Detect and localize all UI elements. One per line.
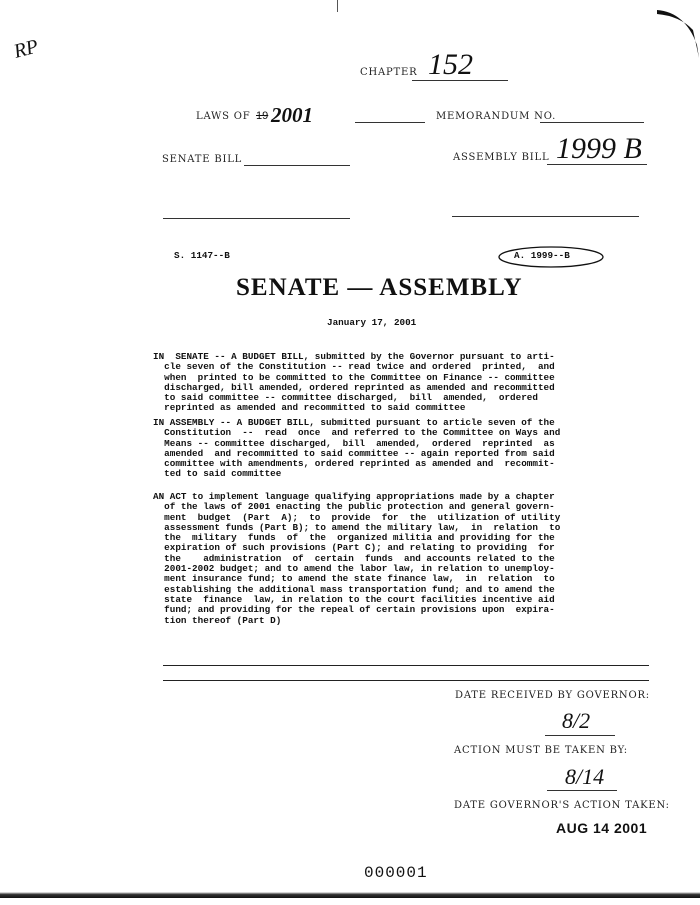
text-line: the military funds of the organized militia and providing for the <box>153 532 555 544</box>
text-line: IN ASSEMBLY -- A BUDGET BILL, submitted pursuant to article seven of the <box>153 417 555 428</box>
action-taken-label: DATE GOVERNOR'S ACTION TAKEN: <box>454 800 670 811</box>
text-line: ment budget (Part A); to provide for the utilization of utility <box>153 511 561 523</box>
text-line: cle seven of the Constitution -- read twice and ordered printed, and <box>153 361 555 373</box>
senate-bill-label: SENATE BILL <box>162 154 243 165</box>
text-line: 2001-2002 budget; and to amend the labor law, in relation to unemploy- <box>153 563 555 575</box>
text-line: assessment funds (Part B); to amend the military law, in relation to <box>153 521 561 533</box>
text-line: Means -- committee discharged, bill amended, ordered reprinted as <box>153 437 555 449</box>
text-line: of the laws of 2001 enacting the public protection and general govern- <box>153 501 555 513</box>
corner-initials: RP <box>11 35 41 63</box>
text-line: discharged, bill amended, ordered reprinted as amended and recommitted <box>153 381 555 393</box>
text-line: IN SENATE -- A BUDGET BILL, submitted by the Governor pursuant to arti- <box>153 351 555 362</box>
text-line: ted to said committee <box>153 468 282 480</box>
laws-of-label: LAWS OF <box>196 111 251 122</box>
text-line: AN ACT to implement language qualifying appropriations made by a chapter <box>153 491 555 502</box>
text-line: establishing the additional mass transportation fund; and to amend the <box>153 583 555 595</box>
text-line: reprinted as amended and recommitted to said committee <box>153 402 466 414</box>
separator-line <box>163 665 649 666</box>
separator-line <box>163 680 649 681</box>
senate-number: S. 1147--B <box>174 250 230 261</box>
action-by-value: 8/14 <box>565 764 605 789</box>
chapter-label: CHAPTER <box>360 67 418 78</box>
text-line: amended and recommitted to said committee -- again reported from said <box>153 447 555 459</box>
date-received-line <box>545 735 615 736</box>
senate-paragraph <box>153 352 555 414</box>
senate-bill-line <box>244 165 350 166</box>
assembly-paragraph <box>153 418 560 480</box>
blank-line-left <box>163 218 350 219</box>
assembly-bill-label: ASSEMBLY BILL <box>453 152 550 163</box>
text-line: ment insurance fund; to amend the state finance law, in relation to <box>153 573 555 585</box>
date-received-label: DATE RECEIVED BY GOVERNOR: <box>455 690 650 701</box>
document-number: 000001 <box>364 864 428 882</box>
bottom-edge-bar <box>0 892 700 898</box>
bill-date: January 17, 2001 <box>327 317 417 328</box>
text-line: the administration of certain funds and accounts related to the <box>153 552 555 564</box>
text-line: Constitution -- read once and referred to the Committee on Ways and <box>153 427 561 439</box>
chapter-number: 152 <box>428 48 473 81</box>
action-by-line <box>547 790 617 791</box>
text-line: to said committee -- committee discharged, bill amended, ordered <box>153 392 538 404</box>
text-line: expiration of such provisions (Part C); and relating to providing for <box>153 542 555 554</box>
text-line: committee with amendments, ordered reprinted as amended and recommit- <box>153 458 555 470</box>
text-line: when printed to be committed to the Committee on Finance -- committee <box>153 371 555 383</box>
date-received-value: 8/2 <box>562 708 591 733</box>
laws-year: 2001 <box>271 103 313 127</box>
text-line: fund; and providing for the repeal of certain provisions upon expira- <box>153 604 555 616</box>
memorandum-label: MEMORANDUM NO. <box>436 111 557 122</box>
corner-fold-mark <box>655 0 700 60</box>
action-by-label: ACTION MUST BE TAKEN BY: <box>454 745 628 756</box>
text-line: state finance law, in relation to the court facilities incentive aid <box>153 593 555 605</box>
memorandum-line <box>540 122 644 123</box>
action-taken-stamp: AUG 14 2001 <box>556 820 648 836</box>
house-title: SENATE — ASSEMBLY <box>236 274 523 301</box>
blank-line-right <box>452 216 639 217</box>
laws-line <box>355 122 425 123</box>
text-line: tion thereof (Part D) <box>153 614 282 626</box>
assembly-number: A. 1999--B <box>514 250 570 261</box>
act-paragraph <box>153 492 560 626</box>
assembly-bill-number: 1999 B <box>556 132 642 165</box>
top-edge-mark <box>337 0 338 12</box>
laws-strikeout: 19 <box>256 110 269 122</box>
